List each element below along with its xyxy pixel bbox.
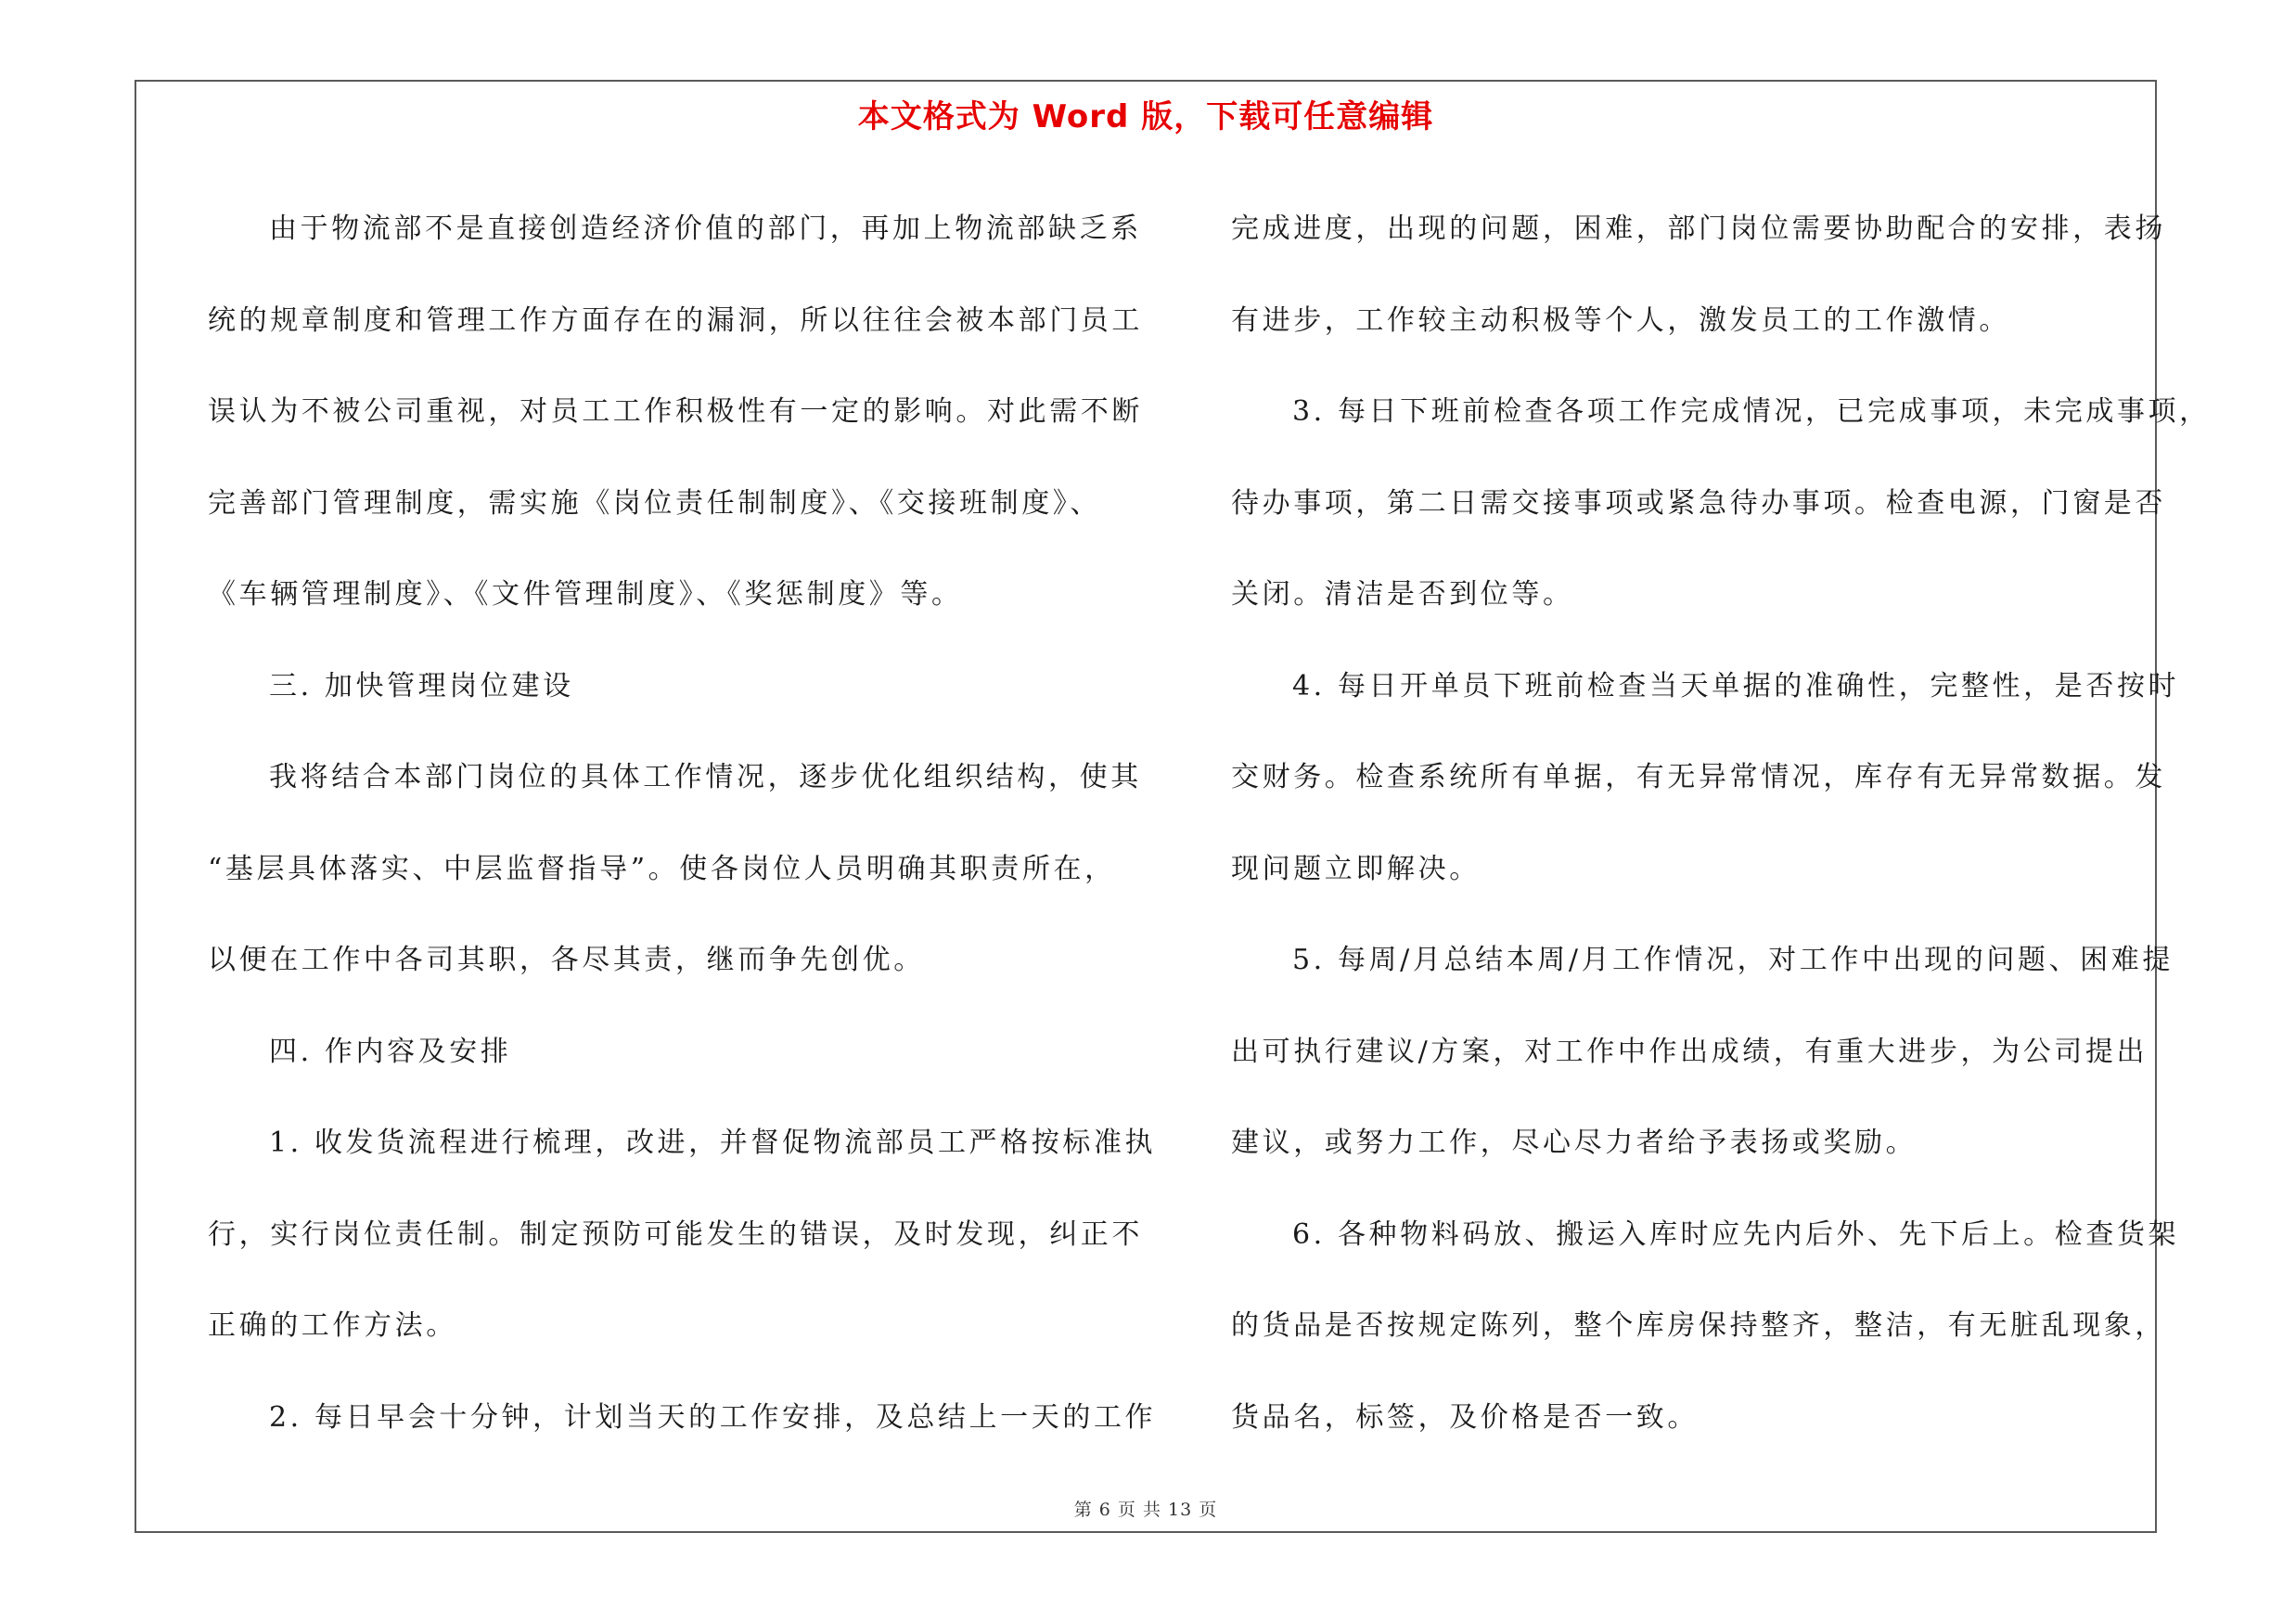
page-number-footer: 第 6 页 共 13 页 xyxy=(1073,1500,1218,1520)
right-column-line: 有进步，工作较主动积极等个人，激发员工的工作激情。 xyxy=(1231,303,2010,337)
right-column-line: 交财务。检查系统所有单据，有无异常情况，库存有无异常数据。发 xyxy=(1231,761,2166,793)
left-column-line: 以便在工作中各司其职，各尽其责，继而争先创优。 xyxy=(208,944,925,976)
right-column-line: 建议，或努力工作，尽心尽力者给予表扬或奖励。 xyxy=(1231,1127,1918,1159)
left-column-line: 2. 每日早会十分钟，计划当天的工作安排，及总结上一天的工作 xyxy=(269,1400,1157,1434)
left-column-line: 由于物流部不是直接创造经济价值的部门，再加上物流部缺乏系 xyxy=(269,213,1142,245)
format-banner: 本文格式为 Word 版，下载可任意编辑 xyxy=(857,98,1434,135)
left-column-line: 《车辆管理制度》、《文件管理制度》、《奖惩制度》等。 xyxy=(208,578,963,611)
right-column-line: 待办事项，第二日需交接事项或紧急待办事项。检查电源，门窗是否 xyxy=(1231,486,2166,520)
right-column-line: 6. 各种物料码放、搬运入库时应先内后外、先下后上。检查货架 xyxy=(1292,1217,2180,1251)
left-column-line: 完善部门管理制度，需实施《岗位责任制制度》、《交接班制度》、 xyxy=(208,486,1101,520)
left-column-line: 我将结合本部门岗位的具体工作情况，逐步优化组织结构，使其 xyxy=(269,761,1142,793)
left-column-line: 三. 加快管理岗位建设 xyxy=(269,669,574,702)
right-column-line: 3. 每日下班前检查各项工作完成情况，已完成事项，未完成事项， xyxy=(1292,395,2211,428)
left-column-line: 行，实行岗位责任制。制定预防可能发生的错误，及时发现，纠正不 xyxy=(208,1217,1143,1251)
right-column-line: 出可执行建议/方案，对工作中作出成绩，有重大进步，为公司提出 xyxy=(1231,1035,2148,1068)
left-column-line: 四. 作内容及安排 xyxy=(269,1035,512,1068)
right-column-line: 货品名，标签，及价格是否一致。 xyxy=(1231,1400,1699,1434)
right-column-line: 现问题立即解决。 xyxy=(1231,852,1481,885)
right-column xyxy=(1231,184,2211,1463)
left-column-line: 正确的工作方法。 xyxy=(208,1309,457,1342)
left-column-line: “基层具体落实、中层监督指导”。使各岗位人员明确其职责所在， xyxy=(208,852,1116,885)
right-column-line: 关闭。清洁是否到位等。 xyxy=(1231,578,1574,611)
right-column-line: 完成进度，出现的问题，困难，部门岗位需要协助配合的安排，表扬 xyxy=(1231,213,2166,245)
left-column-line: 1. 收发货流程进行梳理，改进，并督促物流部员工严格按标准执 xyxy=(269,1127,1157,1159)
left-column xyxy=(208,184,1157,1463)
page-frame xyxy=(135,80,2211,1533)
left-column-line: 误认为不被公司重视，对员工工作积极性有一定的影响。对此需不断 xyxy=(208,395,1143,428)
left-column-line: 统的规章制度和管理工作方面存在的漏洞，所以往往会被本部门员工 xyxy=(208,303,1143,337)
right-column-line: 5. 每周/月总结本周/月工作情况，对工作中出现的问题、困难提 xyxy=(1292,944,2174,976)
right-column-line: 的货品是否按规定陈列，整个库房保持整齐，整洁，有无脏乱现象， xyxy=(1231,1309,2166,1342)
right-column-line: 4. 每日开单员下班前检查当天单据的准确性，完整性，是否按时 xyxy=(1292,669,2180,702)
